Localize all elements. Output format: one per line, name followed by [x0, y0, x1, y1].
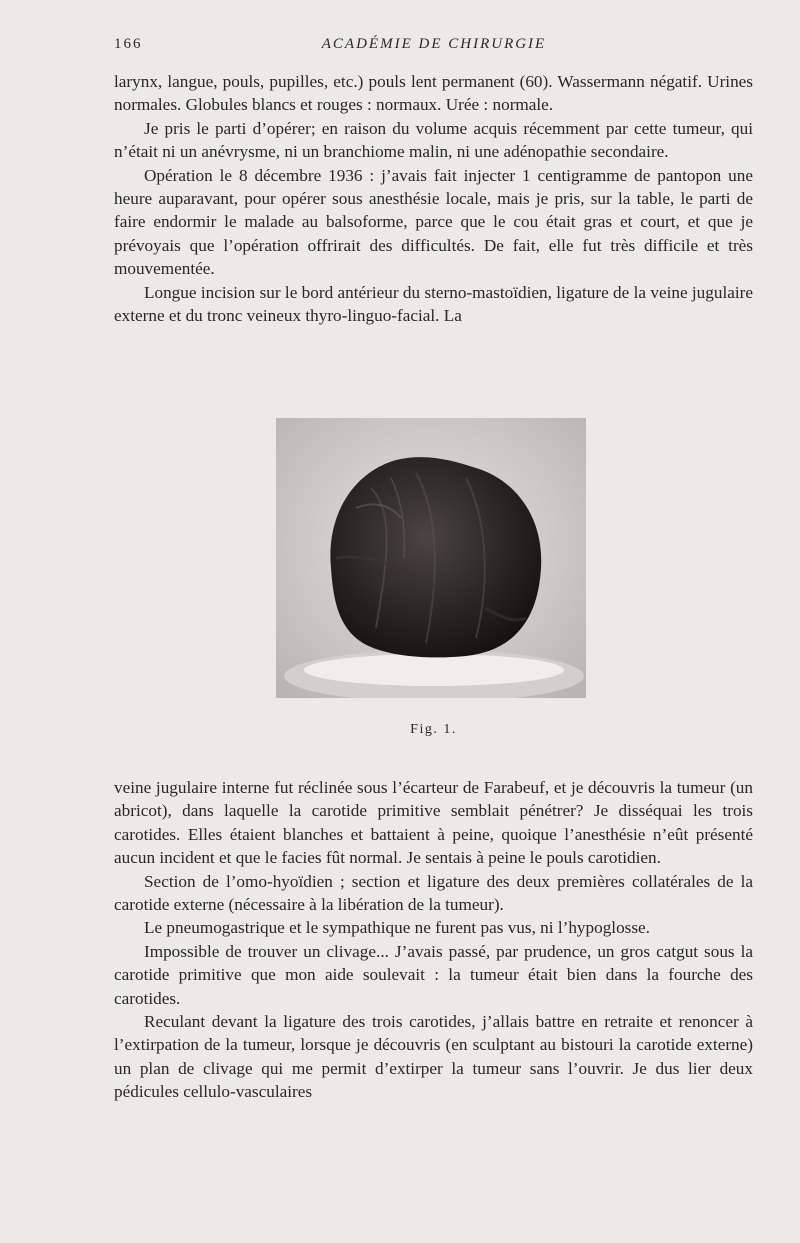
paragraph: Section de l’omo-hyoïdien ; section et ligature des deux premières collatérales de la carotide externe (nécessaire à la libération de la tumeur).	[114, 871, 753, 915]
text-block-top	[114, 70, 753, 327]
tumor-photograph	[276, 418, 586, 698]
journal-title: ACADÉMIE DE CHIRURGIE	[321, 36, 547, 52]
paragraph: Longue incision sur le bord antérieur du sterno-mastoïdien, ligature de la veine jugulaire externe et du tronc veineux thyro-linguo-facial. La	[114, 282, 753, 326]
page-number: 166	[114, 36, 143, 52]
running-head	[114, 36, 754, 58]
figure-caption: Fig. 1.	[410, 722, 457, 737]
paragraph: Je pris le parti d’opérer; en raison du volume acquis récemment par cette tumeur, qui n’était ni un anévrysme, ni un branchiome malin, ni une adénopathie secondaire.	[114, 118, 753, 162]
paragraph: Reculant devant la ligature des trois carotides, j’allais battre en retraite et renoncer à l’extirpation de la tumeur, lorsque je découvris (en sculptant au bistouri la carotide externe) un plan de clivage qui me permit d’extirper la tumeur sans l’ouvrir. Je dus lier deux pédicules cellulo-vasculaires	[114, 1012, 753, 1102]
paragraph: Impossible de trouver un clivage... J’avais passé, par prudence, un gros catgut sous la carotide primitive que mon aide soulevait : la tumeur était bien dans la fourche des carotides.	[114, 941, 753, 1008]
paragraph: veine jugulaire interne fut réclinée sous l’écarteur de Farabeuf, et je découvris la tumeur (un abricot), dans laquelle la carotide primitive semblait pénétrer? Je disséquai les trois carotides. Elles étaient blanches et battaient à peine, quoique l’anesthésie n’eût présenté aucun incident et que le facies fût normal. Je sentais à peine le pouls carotidien.	[114, 778, 753, 868]
paragraph: larynx, langue, pouls, pupilles, etc.) pouls lent permanent (60). Wassermann négatif. Urines normales. Globules blancs et rouges : normaux. Urée : normale.	[114, 72, 753, 115]
text-block-bottom	[114, 776, 753, 1104]
paragraph: Opération le 8 décembre 1936 : j’avais fait injecter 1 centigramme de pantopon une heure auparavant, pour opérer sous anesthésie locale, mais je pris, sur la table, le parti de faire endormir le malade au balsoforme, parce que le cou était gras et court, et que je prévoyais que l’opération offrirait des difficultés. De fait, elle fut très difficile et très mouvementée.	[114, 165, 753, 279]
paragraph: Le pneumogastrique et le sympathique ne furent pas vus, ni l’hypoglosse.	[144, 918, 650, 938]
